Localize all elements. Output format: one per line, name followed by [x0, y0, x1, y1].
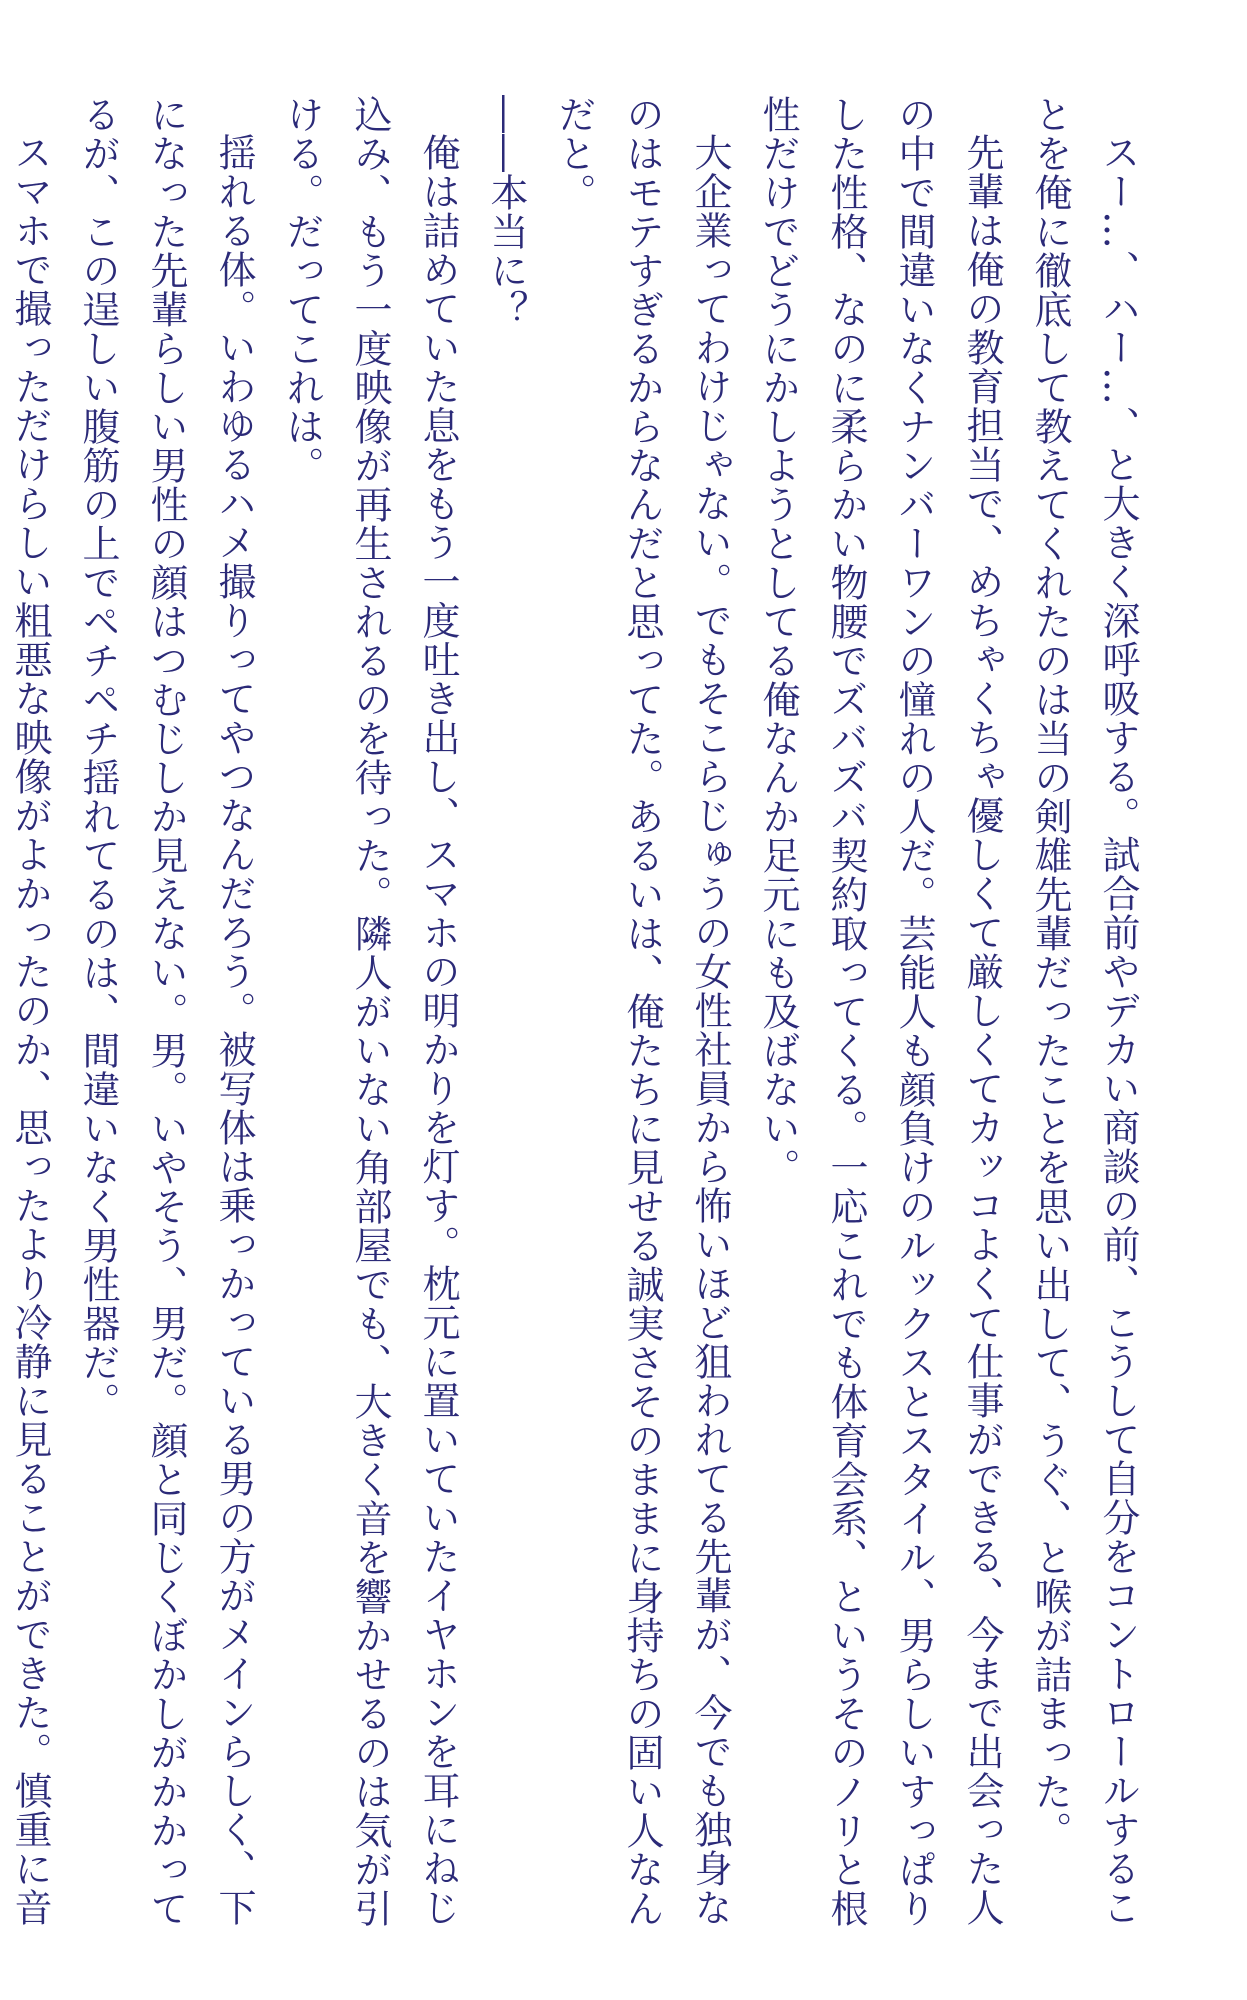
paragraph-7: スマホで撮っただけらしい粗悪な映像がよかったのか、思ったより冷静に見ることができた。慎重に音	[8, 133, 52, 1927]
paragraph-6: 揺れる体。いわゆるハメ撮りってやつなんだろう。被写体は乗っかっている男の方がメインらしく、下になった先輩らしい男性の顔はつむじしか見えない。男。いやそう、男だ。顔と同じくぼかしがかかってるが、この逞しい腹筋の上でペチペチ揺れてるのは、間違いなく男性器だ。	[76, 95, 256, 1928]
paragraph-4: ――本当に？	[484, 95, 528, 329]
paragraph-2: 先輩は俺の教育担当で、めちゃくちゃ優しくて厳しくてカッコよくて仕事ができる、今まで出会った人の中で間違いなくナンバーワンの憧れの人だ。芸能人も顔負けのルックスとスタイル、男らしいすっぱりした性格、なのに柔らかい物腰でズバズバ契約取ってくる。一応これでも体育会系、というそのノリと根性だけでどうにかしようとしてる俺なんか足元にも及ばない。	[756, 95, 1004, 1928]
paragraph-1: スー…、ハー…、と大きく深呼吸する。試合前やデカい商談の前、こうして自分をコントロールすることを俺に徹底して教えてくれたのは当の剣雄先輩だったことを思い出して、うぐ、と喉が詰まった。	[1028, 95, 1140, 1927]
paragraph-5: 俺は詰めていた息をもう一度吐き出し、スマホの明かりを灯す。枕元に置いていたイヤホンを耳にねじ込み、もう一度映像が再生されるのを待った。隣人がいない角部屋でも、大きく音を響かせるのは気が引ける。だってこれは。	[280, 95, 460, 1928]
vertical-text-body	[0, 95, 1152, 1955]
paragraph-3: 大企業ってわけじゃない。でもそこらじゅうの女性社員から怖いほど狙われてる先輩が、今でも独身なのはモテすぎるからなんだと思ってた。あるいは、俺たちに見せる誠実さそのままに身持ちの固い人なんだと。	[552, 95, 732, 1928]
